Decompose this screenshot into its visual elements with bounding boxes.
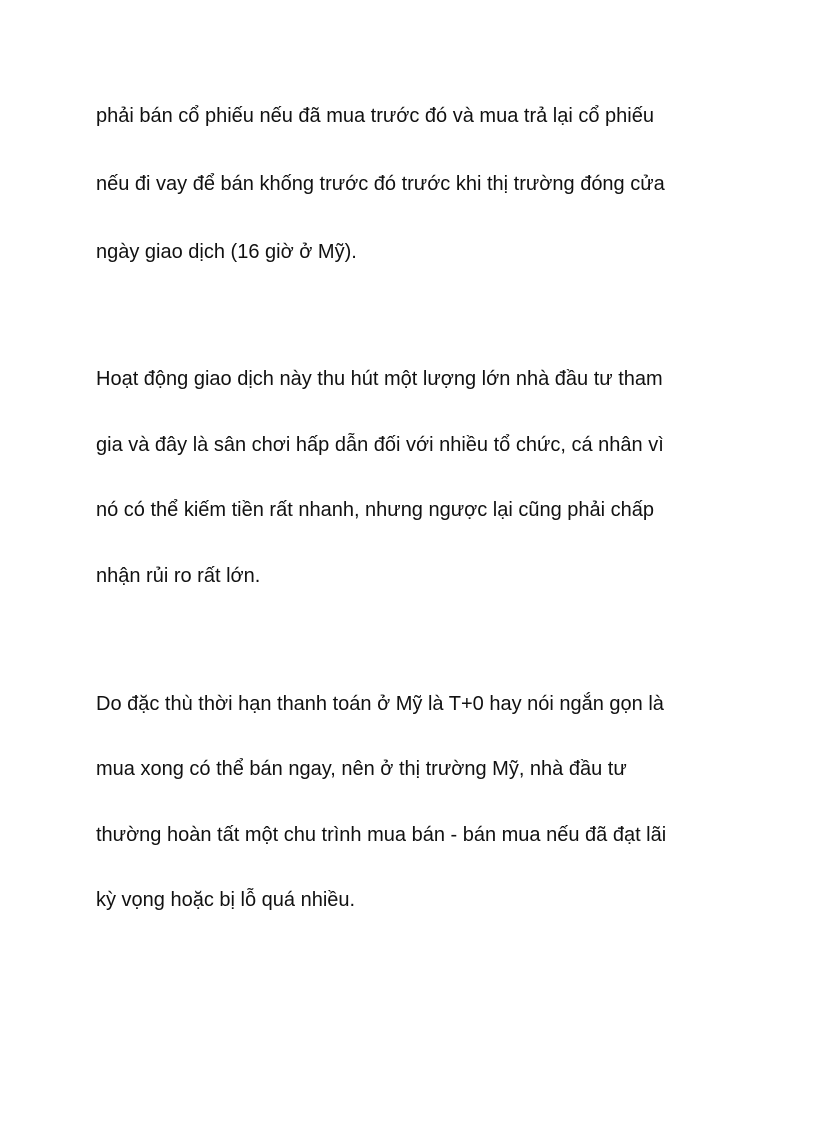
paragraph-line: ngày giao dịch (16 giờ ở Mỹ).	[96, 241, 357, 263]
paragraph-line: Hoạt động giao dịch này thu hút một lượng lớn nhà đầu tư tham	[96, 368, 663, 390]
paragraph-line: phải bán cổ phiếu nếu đã mua trước đó và mua trả lại cổ phiếu	[96, 105, 654, 127]
paragraph-line: mua xong có thể bán ngay, nên ở thị trường Mỹ, nhà đầu tư	[96, 758, 627, 780]
paragraph-line: nó có thể kiếm tiền rất nhanh, nhưng ngược lại cũng phải chấp	[96, 499, 655, 521]
paragraph-line: thường hoàn tất một chu trình mua bán - bán mua nếu đã đạt lãi	[96, 824, 667, 846]
paragraph-line: nhận rủi ro rất lớn.	[96, 565, 261, 587]
paragraph-line: kỳ vọng hoặc bị lỗ quá nhiều.	[96, 889, 356, 911]
paragraph-line: nếu đi vay để bán khống trước đó trước khi thị trường đóng cửa	[96, 173, 665, 195]
paragraph-line: gia và đây là sân chơi hấp dẫn đối với nhiều tổ chức, cá nhân vì	[96, 434, 664, 456]
paragraph-line: Do đặc thù thời hạn thanh toán ở Mỹ là T+0 hay nói ngắn gọn là	[96, 693, 664, 715]
